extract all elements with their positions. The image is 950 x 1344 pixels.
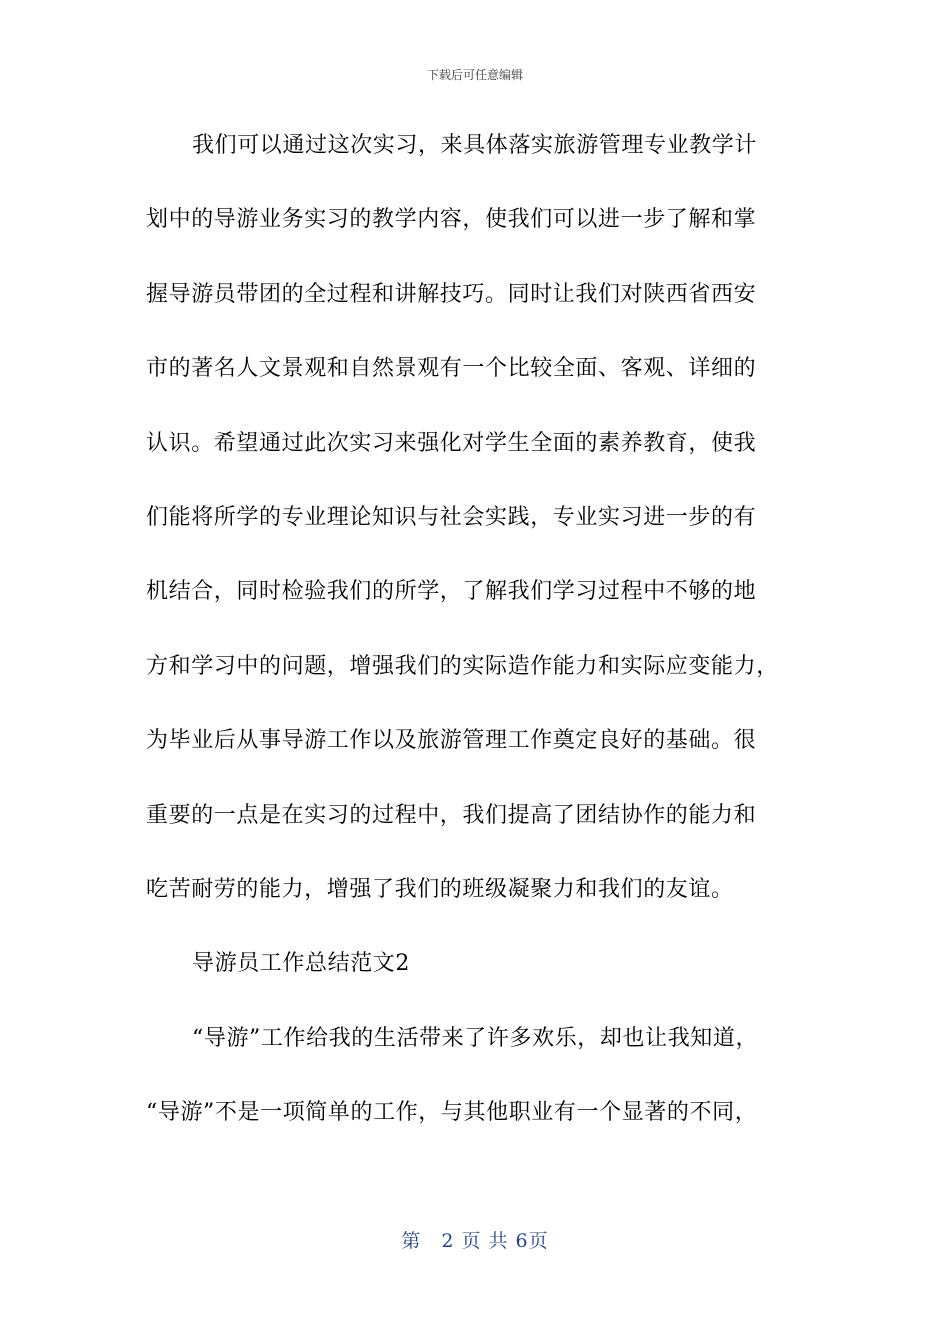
paragraph-line: 市的著名人文景观和自然景观有一个比较全面、客观、详细的 [146,356,757,382]
paragraph-line: 们能将所学的专业理论知识与社会实践，专业实习进一步的有 [146,504,757,530]
paragraph-line: 方和学习中的问题，增强我们的实际造作能力和实际应变能力， [146,653,779,679]
paragraph-line: “导游”工作给我的生活带来了许多欢乐，却也让我知道， [192,1025,759,1051]
page-number-footer: 第 2 页 共 6页 [401,1230,549,1252]
paragraph-line: 认识。希望通过此次实习来强化对学生全面的素养教育，使我 [146,430,757,456]
paragraph-line: 划中的导游业务实习的教学内容，使我们可以进一步了解和掌 [146,207,757,233]
paragraph-line: 握导游员带团的全过程和讲解技巧。同时让我们对陕西省西安 [146,281,757,307]
paragraph-line: “导游”不是一项简单的工作，与其他职业有一个显著的不同， [146,1100,758,1126]
section-heading: 导游员工作总结范文2 [192,951,410,977]
paragraph-line: 机结合，同时检验我们的所学，了解我们学习过程中不够的地 [146,579,757,605]
paragraph-line: 为毕业后从事导游工作以及旅游管理工作奠定良好的基础。很 [146,728,757,754]
body-text [146,124,810,1165]
paragraph-line: 吃苦耐劳的能力，增强了我们的班级凝聚力和我们的友谊。 [146,876,734,902]
paragraph-line: 我们可以通过这次实习，来具体落实旅游管理专业教学计 [192,133,758,158]
header-note: 下载后可任意编辑 [426,68,523,82]
paragraph-line: 重要的一点是在实习的过程中，我们提高了团结协作的能力和 [146,802,757,828]
